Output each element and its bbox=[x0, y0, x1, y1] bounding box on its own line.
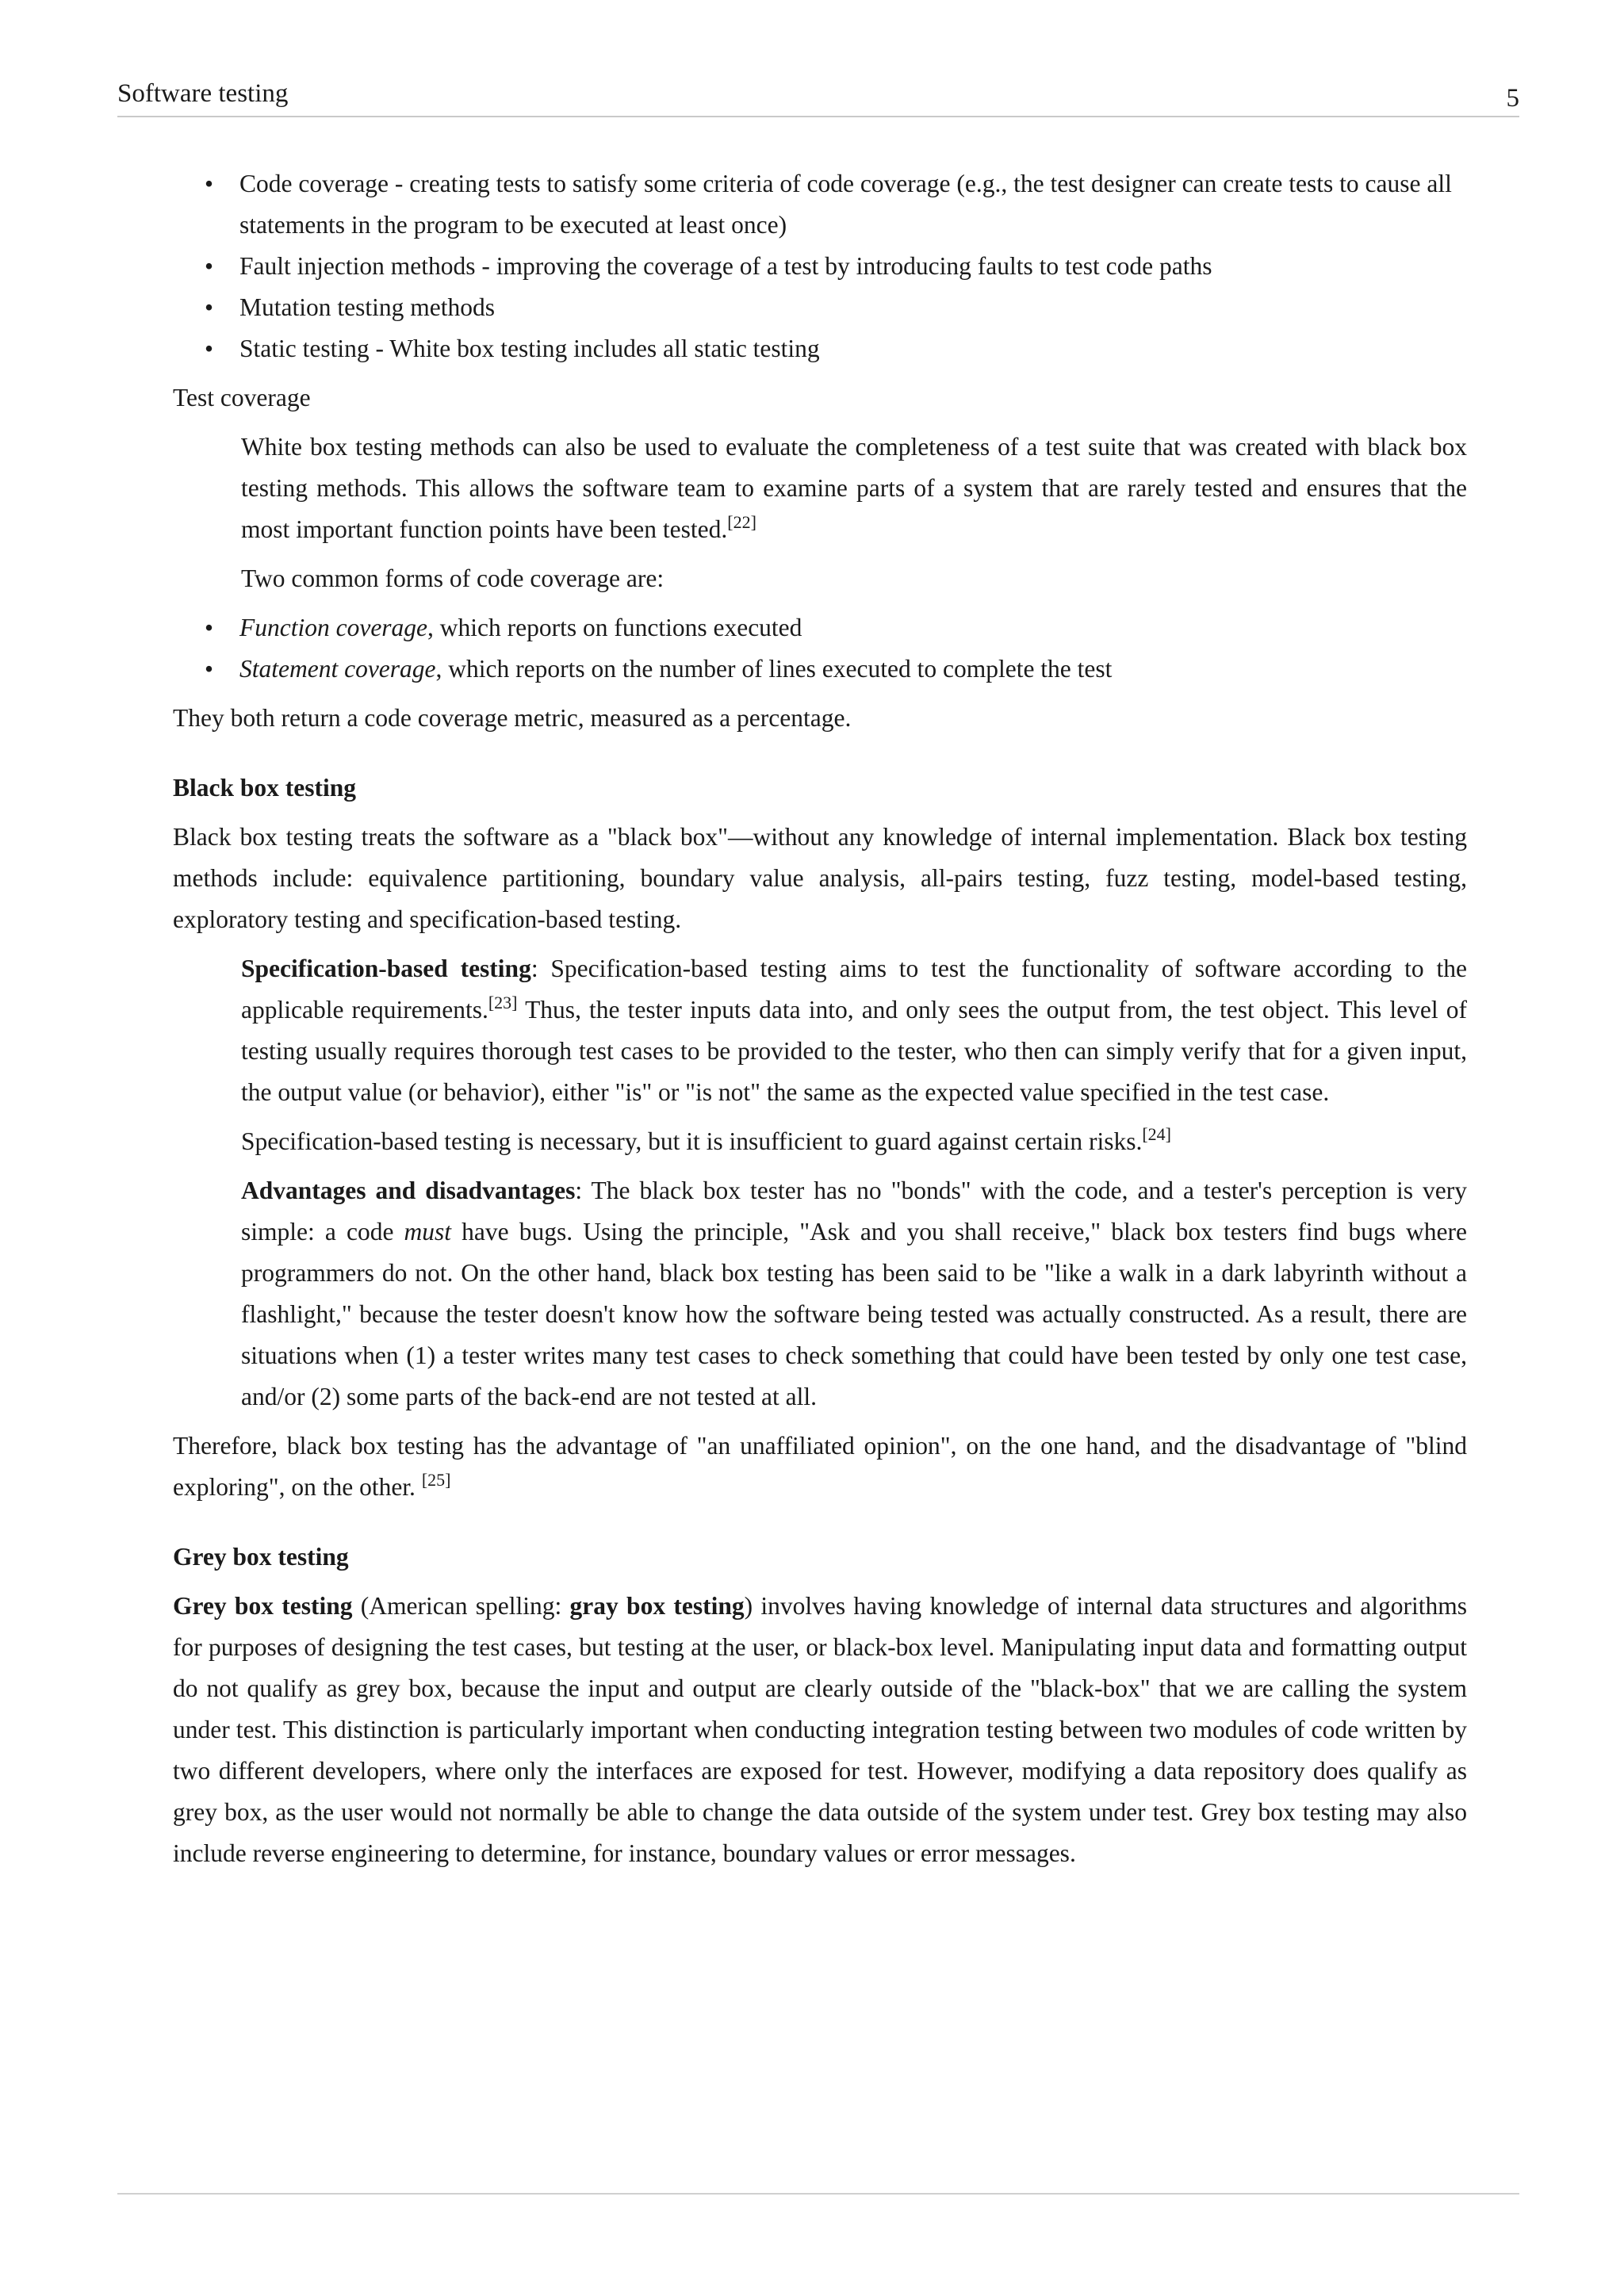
test-coverage-paragraph: White box testing methods can also be used to evaluate the completeness of a test suite that was created with black box testing methods. This allows the software team to examine parts of a system that are rarely tested and ensures that the most important function points have been tested.[22] bbox=[241, 433, 1467, 543]
footer-divider bbox=[117, 2193, 1519, 2195]
list-item bbox=[173, 328, 1467, 369]
bullet-icon: • bbox=[205, 655, 214, 683]
page-number: 5 bbox=[1506, 84, 1519, 113]
page-content bbox=[173, 163, 1467, 1874]
citation-24[interactable]: [24] bbox=[1142, 1123, 1171, 1144]
citation-23[interactable]: [23] bbox=[488, 992, 518, 1012]
white-box-method-list bbox=[173, 163, 1467, 369]
list-item: • Statement coverage, which reports on the number of lines executed to complete the test bbox=[173, 649, 1467, 690]
bullet-icon: • bbox=[205, 293, 214, 321]
spec-necessary-paragraph: Specification-based testing is necessary, but it is insufficient to guard against certain risks.[24] bbox=[241, 1123, 1171, 1155]
bullet-icon: • bbox=[205, 252, 214, 280]
grey-box-paragraph: Grey box testing (American spelling: gray box testing) involves having knowledge of internal data structures and algorithms for purposes of designing the test cases, but testing at the user, or black-box level. Manipulating input data and formatting output do not qualify as grey box, because the input and output are clearly outside of the "black-box" that we are calling the system under test. This distinction is particularly important when conducting integration testing between two modules of code written by two different developers, where only the interfaces are exposed for test. However, modifying a data repository does qualify as grey box, as the user would not normally be able to change the data outside of the system under test. Grey box testing may also include reverse engineering to determine, for instance, boundary values or error messages. bbox=[173, 1592, 1467, 1867]
grey-box-heading: Grey box testing bbox=[173, 1543, 349, 1571]
citation-25[interactable]: [25] bbox=[421, 1469, 451, 1490]
bullet-icon: • bbox=[205, 170, 214, 197]
list-item bbox=[173, 163, 1467, 246]
citation-22[interactable]: [22] bbox=[727, 511, 756, 532]
list-item-text: Static testing - White box testing includes all static testing bbox=[239, 335, 820, 362]
black-box-heading: Black box testing bbox=[173, 774, 357, 802]
list-item: • Function coverage, which reports on functions executed bbox=[173, 607, 1467, 649]
list-item-text: Fault injection methods - improving the coverage of a test by introducing faults to test code paths bbox=[239, 252, 1212, 280]
header-title: Software testing bbox=[117, 79, 289, 108]
list-item-text: Code coverage - creating tests to satisfy some criteria of code coverage (e.g., the test designer can create tests to cause all statements in the program to be executed at least once) bbox=[239, 170, 1452, 239]
black-box-conclusion: Therefore, black box testing has the advantage of "an unaffiliated opinion", on the one hand, and the disadvantage of "blind exploring", on the other. [25] bbox=[173, 1432, 1467, 1501]
test-coverage-label: Test coverage bbox=[173, 384, 311, 411]
coverage-forms-intro: Two common forms of code coverage are: bbox=[241, 564, 665, 592]
coverage-summary: They both return a code coverage metric, measured as a percentage. bbox=[173, 704, 852, 732]
list-item-text: Mutation testing methods bbox=[239, 293, 495, 321]
spec-based-paragraph: Specification-based testing: Specification-based testing aims to test the functionality of software according to the applicable requirements.[23] Thus, the tester inputs data into, and only sees the output from, the test object. This level of testing usually requires thorough test cases to be provided to the tester, who then can simply verify that for a given input, the output value (or behavior), either "is" or "is not" the same as the expected value specified in the test case. bbox=[241, 955, 1467, 1106]
list-item bbox=[173, 246, 1467, 287]
coverage-forms-list bbox=[173, 607, 1467, 690]
black-box-intro: Black box testing treats the software as a "black box"—without any knowledge of internal implementation. Black box testing methods include: equivalence partitioning, boundary value analysis, all-pairs testing, fuzz testing, model-based testing, exploratory testing and specification-based testing. bbox=[173, 823, 1467, 933]
page-header bbox=[117, 76, 1519, 117]
bullet-icon: • bbox=[205, 614, 214, 641]
list-item bbox=[173, 287, 1467, 328]
advantages-paragraph: Advantages and disadvantages: The black box tester has no "bonds" with the code, and a tester's perception is very simple: a code must have bugs. Using the principle, "Ask and you shall receive," black box testers find bugs where programmers do not. On the other hand, black box testing has been said to be "like a walk in a dark labyrinth without a flashlight," because the tester doesn't know how the software being tested was actually constructed. As a result, there are situations when (1) a tester writes many test cases to check something that could have been tested by only one test case, and/or (2) some parts of the back-end are not tested at all. bbox=[241, 1177, 1467, 1410]
bullet-icon: • bbox=[205, 335, 214, 362]
